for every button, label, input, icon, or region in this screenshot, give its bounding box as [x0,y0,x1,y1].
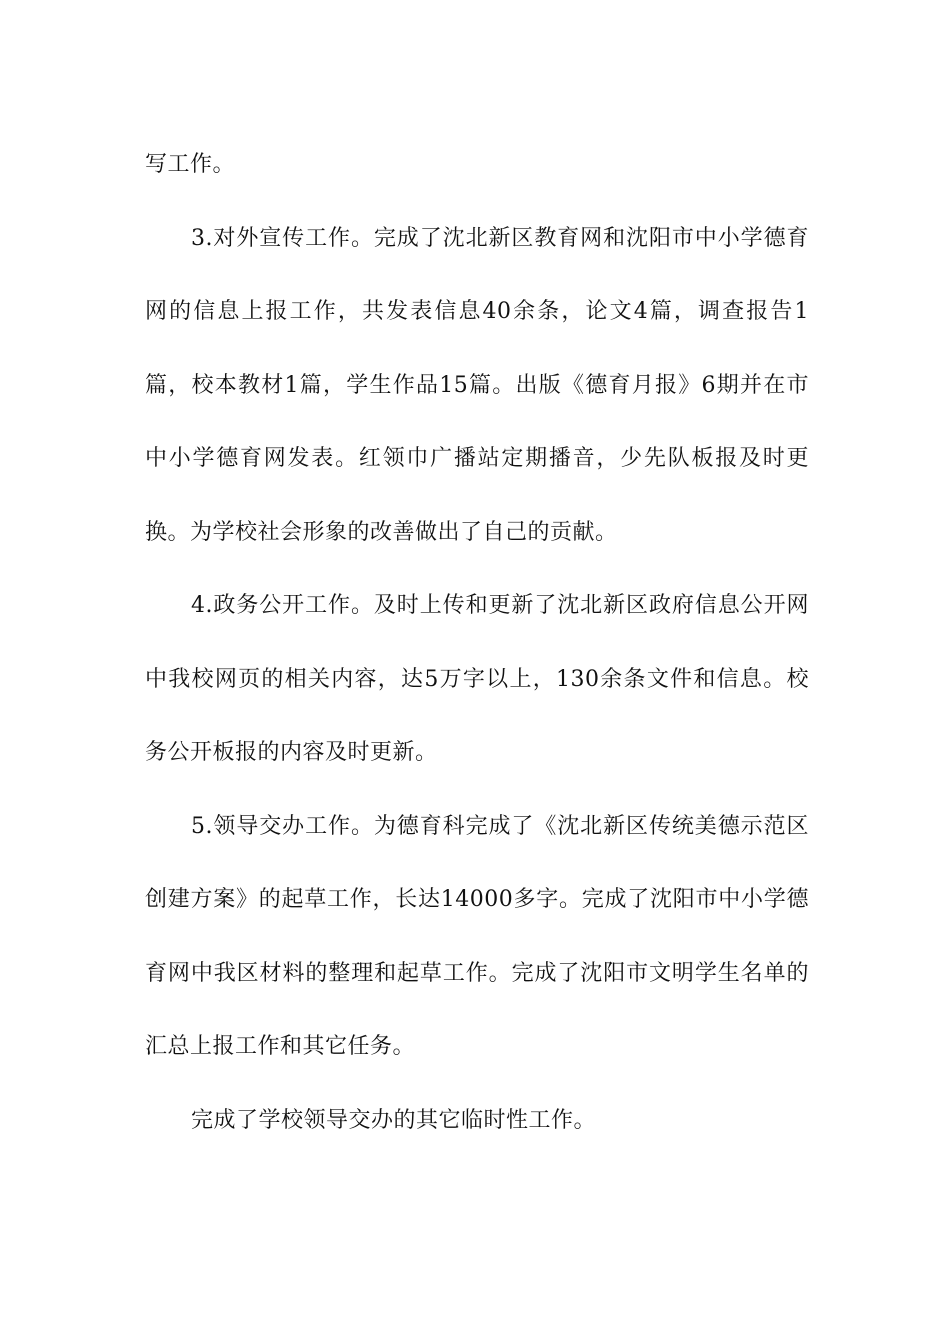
paragraph-government-affairs: 4.政务公开工作。及时上传和更新了沈北新区政府信息公开网中我校网页的相关内容，达5万字以上，130余条文件和信息。校务公开板报的内容及时更新。 [145,593,809,765]
document-body [145,128,809,1157]
paragraph-external-publicity: 3.对外宣传工作。完成了沈北新区教育网和沈阳市中小学德育网的信息上报工作，共发表信息40余条，论文4篇，调查报告1篇，校本教材1篇，学生作品15篇。出版《德育月报》6期并在市中小学德育网发表。红领巾广播站定期播音，少先队板报及时更换。为学校社会形象的改善做出了自己的贡献。 [145,225,809,545]
paragraph-temporary-tasks: 完成了学校领导交办的其它临时性工作。 [191,1107,597,1133]
paragraph-leadership-tasks: 5.领导交办工作。为德育科完成了《沈北新区传统美德示范区创建方案》的起草工作，长达14000多字。完成了沈阳市中小学德育网中我区材料的整理和起草工作。完成了沈阳市文明学生名单的汇总上报工作和其它任务。 [145,813,809,1059]
paragraph-continuation: 写工作。 [145,152,236,177]
